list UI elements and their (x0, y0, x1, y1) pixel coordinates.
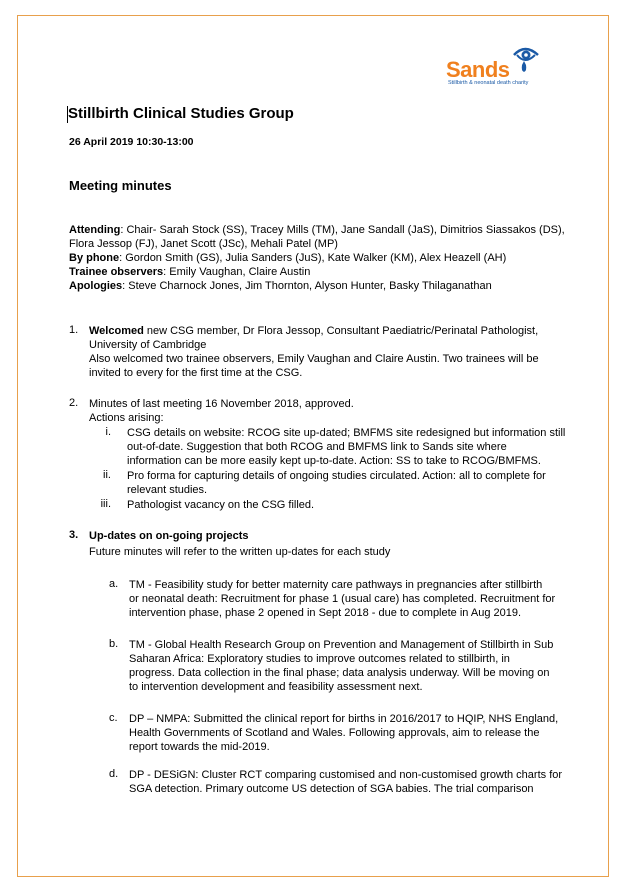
project-line: intervention phase, phase 2 opened in Sept 2018 - due to complete in Aug 2019. (129, 607, 522, 619)
trainee-text: : Emily Vaughan, Claire Austin (163, 266, 311, 278)
project-line: SGA detection. Primary outcome US detection of SGA babies. The trial comparison (129, 783, 534, 795)
item3-intro: Future minutes will refer to the written up-dates for each study (89, 546, 391, 558)
item1-line-3: Also welcomed two trainee observers, Emily Vaughan and Claire Austin. Two trainees will be (89, 353, 539, 365)
project-line: progress. Data collection in the final phase; data analysis underway. Will be moving on (129, 667, 550, 679)
project-line: Health Governments of Scotland and Wales. Following approvals, aim to release the (129, 727, 540, 739)
project-number: c. (109, 712, 118, 724)
item1-bold: Welcomed (89, 325, 144, 337)
phone-line (69, 251, 506, 265)
project-line: Saharan Africa: Exploratory studies to improve outcomes related to stillbirth, in (129, 653, 510, 665)
apologies-label: Apologies (69, 280, 123, 292)
item-number: 1. (69, 324, 79, 336)
attending-line (69, 223, 565, 237)
phone-label: By phone (69, 252, 120, 264)
section-heading: Meeting minutes (69, 178, 172, 193)
item2-line-2: Actions arising: (89, 412, 164, 424)
project-line: DP - DESiGN: Cluster RCT comparing customised and non-customised growth charts for (129, 769, 563, 781)
attending-line-2: Flora Jessop (FJ), Janet Scott (JSc), Mehali Patel (MP) (69, 238, 338, 250)
item2-line-1: Minutes of last meeting 16 November 2018, approved. (89, 398, 354, 410)
project-line: DP – NMPA: Submitted the clinical report for births in 2016/2017 to HQIP, NHS England, (129, 713, 559, 725)
item3-heading: Up-dates on on-going projects (89, 530, 249, 542)
action-line: out-of-date. Suggestion that both RCOG and BMFMS link to Sands site where (127, 441, 507, 453)
item-number: 2. (69, 397, 79, 409)
project-line: to intervention development and feasibility assessment next. (129, 681, 423, 693)
project-number: b. (109, 638, 119, 650)
action-line: Pathologist vacancy on the CSG filled. (127, 499, 315, 511)
document-title: Stillbirth Clinical Studies Group (68, 105, 294, 122)
project-number: a. (109, 578, 119, 590)
item1-line-2: University of Cambridge (89, 339, 207, 351)
action-number: iii. (100, 498, 111, 510)
project-line: or neonatal death: Recruitment for phase 1 (usual care) has completed. Recruitment for (129, 593, 556, 605)
sands-logo (446, 41, 556, 91)
trainee-label: Trainee observers (69, 266, 164, 278)
project-line: report towards the mid-2019. (129, 741, 270, 753)
project-line: TM - Global Health Research Group on Prevention and Management of Stillbirth in Sub (129, 639, 554, 651)
logo-word: Sands (446, 57, 510, 82)
apologies-text: : Steve Charnock Jones, Jim Thornton, Alyson Hunter, Basky Thilaganathan (122, 280, 492, 292)
action-line: CSG details on website: RCOG site up-dated; BMFMS site redesigned but information still (127, 427, 566, 439)
phone-text: : Gordon Smith (GS), Julia Sanders (JuS), Kate Walker (KM), Alex Heazell (AH) (119, 252, 507, 264)
attending-text: : Chair- Sarah Stock (SS), Tracey Mills (TM), Jane Sandall (JaS), Dimitrios Siassakos (DS), (120, 224, 565, 236)
attending-label: Attending (69, 224, 121, 236)
action-line: information can be more easily kept up-to-date. Action: SS to take to RCOG/BMFMS. (127, 455, 541, 467)
action-line: Pro forma for capturing details of ongoing studies circulated. Action: all to complete for (127, 470, 546, 482)
item-number: 3. (69, 529, 79, 541)
item1-text: new CSG member, Dr Flora Jessop, Consultant Paediatric/Perinatal Pathologist, (143, 325, 539, 337)
action-number: i. (105, 426, 111, 438)
apologies-line (69, 279, 492, 293)
action-number: ii. (103, 469, 111, 481)
logo-tagline: Stillbirth & neonatal death charity (448, 80, 529, 86)
project-line: TM - Feasibility study for better maternity care pathways in pregnancies after stillbirth (129, 579, 543, 591)
item1-line (89, 324, 538, 338)
action-line: relevant studies. (127, 484, 208, 496)
project-number: d. (109, 768, 119, 780)
item1-line-4: invited to every for the first time at the CSG. (89, 367, 303, 379)
trainee-line (69, 265, 310, 279)
meeting-date: 26 April 2019 10:30-13:00 (69, 136, 194, 148)
eye-drop-icon (508, 41, 542, 75)
